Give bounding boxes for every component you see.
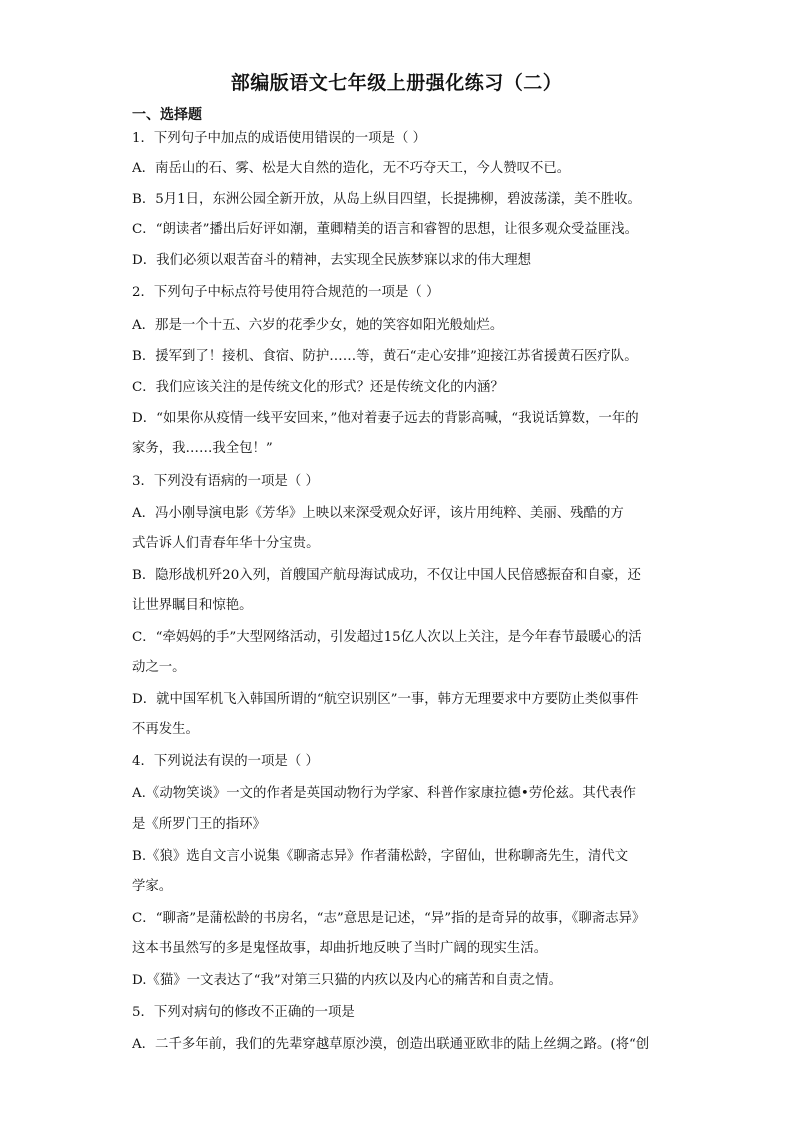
text-line: 是《所罗门王的指环》 bbox=[132, 817, 266, 832]
text-line: C．我们应该关注的是传统文化的形式？还是传统文化的内涵？ bbox=[132, 380, 504, 395]
text-line: B．隐形战机歼20入列，首艘国产航母海试成功，不仅让中国人民倍感振奋和自豪，还 bbox=[132, 568, 641, 583]
text-line: D．就中国军机飞入韩国所谓的“航空识别区”一事，韩方无理要求中方要防止类似事件 bbox=[132, 692, 639, 707]
text-line: 让世界瞩目和惊艳。 bbox=[132, 598, 253, 613]
text-line: B．5月1日，东洲公园全新开放，从岛上纵目四望，长提拂柳，碧波荡漾，美不胜收。 bbox=[132, 192, 641, 207]
text-line: 动之一。 bbox=[132, 660, 186, 675]
text-line: A．二千多年前，我们的先辈穿越草原沙漠，创造出联通亚欧非的陆上丝绸之路。(将“创 bbox=[132, 1037, 650, 1052]
text-line: 家务，我……我全包！” bbox=[132, 441, 273, 456]
text-line: A．冯小刚导演电影《芳华》上映以来深受观众好评，该片用纯粹、美丽、残酷的方 bbox=[132, 506, 624, 521]
text-line: A．那是一个十五、六岁的花季少女，她的笑容如阳光般灿烂。 bbox=[132, 318, 504, 333]
text-line: 学家。 bbox=[132, 879, 173, 894]
text-line: 式告诉人们青春年华十分宝贵。 bbox=[132, 536, 320, 551]
text-line: D．“如果你从疫情一线平安回来，”他对着妻子远去的背影高喊，“我说话算数，一年的 bbox=[132, 411, 639, 426]
text-line: D.《猫》一文表达了“我”对第三只猫的内疚以及内心的痛苦和自责之情。 bbox=[132, 973, 562, 988]
text-line: 3．下列没有语病的一项是（ ） bbox=[132, 474, 319, 489]
text-line: A．南岳山的石、雾、松是大自然的造化，无不巧夺天工，今人赞叹不已。 bbox=[132, 161, 571, 176]
text-line: A.《动物笑谈》一文的作者是英国动物行为学家、科普作家康拉德•劳伦兹。其代表作 bbox=[132, 786, 636, 801]
text-line: B．援军到了！接机、食宿、防护……等，黄石“走心安排”迎接江苏省援黄石医疗队。 bbox=[132, 349, 638, 364]
text-line: 5．下列对病句的修改不正确的一项是 bbox=[132, 1005, 355, 1020]
text-line: 不再发生。 bbox=[132, 722, 199, 737]
page-title: 部编版语文七年级上册强化练习（二） bbox=[230, 72, 563, 94]
text-line: D．我们必须以艰苦奋斗的精神，去实现全民族梦寐以求的伟大理想 bbox=[132, 253, 532, 268]
text-line: C．“朗读者”播出后好评如潮，董卿精美的语言和睿智的思想，让很多观众受益匪浅。 bbox=[132, 222, 638, 237]
text-line: 4．下列说法有误的一项是（ ） bbox=[132, 754, 319, 769]
text-line: C．“牵妈妈的手”大型网络活动，引发超过15亿人次以上关注，是今年春节最暖心的活 bbox=[132, 630, 642, 645]
text-line: 这本书虽然写的多是鬼怪故事，却曲折地反映了当时广阔的现实生活。 bbox=[132, 941, 548, 956]
text-line: C．“聊斋”是蒲松龄的书房名，“志”意思是记述，“异”指的是奇异的故事，《聊斋志异》 bbox=[132, 911, 646, 926]
text-line: B.《狼》选自文言小说集《聊斋志异》作者蒲松龄，字留仙，世称聊斋先生，清代文 bbox=[132, 849, 629, 864]
section-heading: 一、选择题 bbox=[132, 107, 202, 123]
text-line: 1．下列句子中加点的成语使用错误的一项是（ ） bbox=[132, 131, 426, 146]
text-line: 2．下列句子中标点符号使用符合规范的一项是（ ） bbox=[132, 285, 440, 300]
